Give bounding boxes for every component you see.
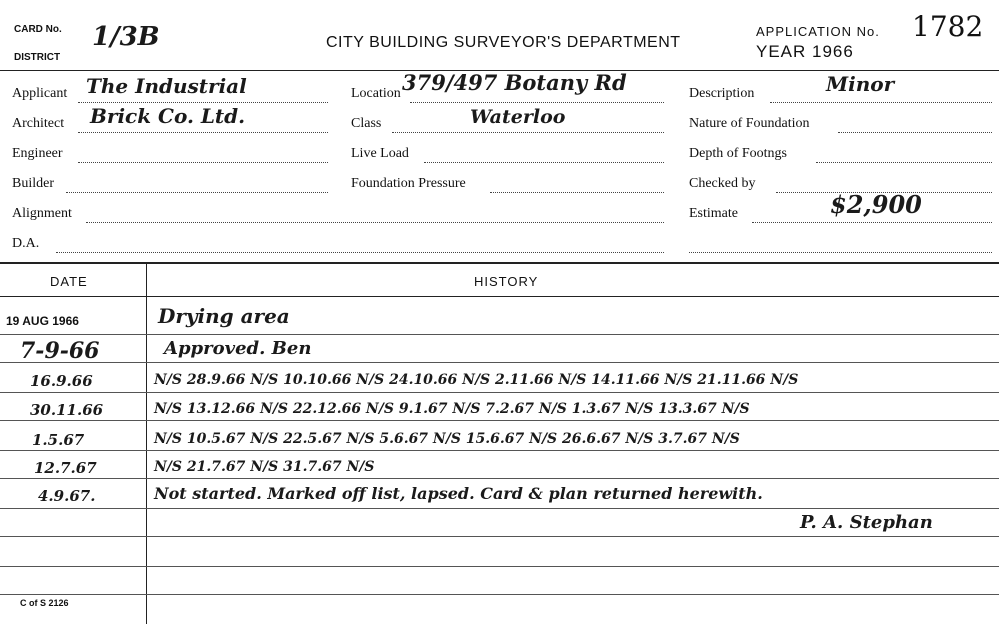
history-text: N/S 13.12.66 N/S 22.12.66 N/S 9.1.67 N/S 7.2.67 N/S 1.3.67 N/S 13.3.67 N/S: [154, 401, 750, 417]
da-line-right: [689, 252, 992, 253]
architect-line: [78, 132, 328, 133]
date-column-divider: [146, 262, 147, 624]
ruled-line: [0, 334, 999, 335]
history-date: 16.9.66: [30, 372, 93, 390]
alignment-line: [86, 222, 664, 223]
page-title: CITY BUILDING SURVEYOR'S DEPARTMENT: [326, 34, 681, 51]
history-date: 7-9-66: [20, 338, 100, 364]
nature-of-foundation-line: [838, 132, 992, 133]
live-load-label: Live Load: [351, 146, 409, 161]
builder-line: [66, 192, 328, 193]
date-column-header: DATE: [50, 274, 88, 289]
engineer-label: Engineer: [12, 146, 63, 161]
ruled-line: [0, 420, 999, 421]
history-text: N/S 21.7.67 N/S 31.7.67 N/S: [154, 459, 375, 475]
applicant-label: Applicant: [12, 86, 68, 101]
nature-of-foundation-label: Nature of Foundation: [689, 116, 810, 131]
card-no-label: CARD No.: [14, 24, 62, 35]
estimate-line: [752, 222, 992, 223]
history-text: Approved. Ben: [164, 338, 312, 359]
class-label: Class: [351, 116, 382, 131]
da-label: D.A.: [12, 236, 40, 251]
class-line: [392, 132, 664, 133]
district-label: DISTRICT: [14, 52, 61, 63]
signature: P. A. Stephan: [800, 512, 933, 533]
builder-label: Builder: [12, 176, 54, 191]
history-date: 12.7.67: [34, 459, 97, 477]
history-text: Not started. Marked off list, lapsed. Card & plan returned herewith.: [154, 484, 763, 503]
estimate-value: $2,900: [830, 190, 922, 219]
history-header-rule: [0, 296, 999, 297]
history-text: Drying area: [158, 304, 290, 328]
ruled-line: [0, 594, 999, 595]
engineer-line: [78, 162, 328, 163]
live-load-line: [424, 162, 664, 163]
description-value: Minor: [826, 72, 895, 96]
history-top-rule: [0, 262, 999, 264]
architect-label: Architect: [12, 116, 65, 131]
location-line: [410, 102, 664, 103]
history-text: N/S 10.5.67 N/S 22.5.67 N/S 5.6.67 N/S 15.6.67 N/S 26.6.67 N/S 3.7.67 N/S: [154, 431, 740, 447]
description-label: Description: [689, 86, 755, 101]
application-no-label: APPLICATION No.: [756, 24, 880, 39]
history-column-header: HISTORY: [474, 274, 539, 289]
card-no-value: 1/3B: [92, 22, 160, 52]
ruled-line: [0, 362, 999, 363]
year-label: YEAR 1966: [756, 42, 854, 61]
architect-value: Brick Co. Ltd.: [90, 104, 246, 128]
applicant-value: The Industrial: [86, 74, 247, 98]
description-line: [770, 102, 992, 103]
checked-by-label: Checked by: [689, 176, 756, 191]
location-label: Location: [351, 86, 401, 101]
history-date: 30.11.66: [30, 401, 104, 419]
form-code: C of S 2126: [20, 598, 69, 608]
history-date-stamp: 19 AUG 1966: [6, 314, 79, 328]
ruled-line: [0, 508, 999, 509]
applicant-line: [78, 102, 328, 103]
history-text: N/S 28.9.66 N/S 10.10.66 N/S 24.10.66 N/S 2.11.66 N/S 14.11.66 N/S 21.11.66 N/S: [154, 372, 799, 388]
da-line: [56, 252, 664, 253]
ruled-line: [0, 566, 999, 567]
history-date: 1.5.67: [32, 431, 85, 449]
location-value: 379/497 Botany Rd: [402, 70, 627, 95]
depth-of-footings-label: Depth of Footngs: [689, 146, 787, 161]
class-value: Waterloo: [470, 106, 566, 128]
ruled-line: [0, 478, 999, 479]
ruled-line: [0, 450, 999, 451]
depth-of-footings-line: [816, 162, 992, 163]
ruled-line: [0, 536, 999, 537]
foundation-pressure-label: Foundation Pressure: [351, 176, 466, 191]
history-date: 4.9.67.: [38, 487, 96, 505]
ruled-line: [0, 392, 999, 393]
alignment-label: Alignment: [12, 206, 72, 221]
estimate-label: Estimate: [689, 206, 738, 221]
foundation-pressure-line: [490, 192, 664, 193]
application-no-value: 1782: [912, 10, 984, 43]
